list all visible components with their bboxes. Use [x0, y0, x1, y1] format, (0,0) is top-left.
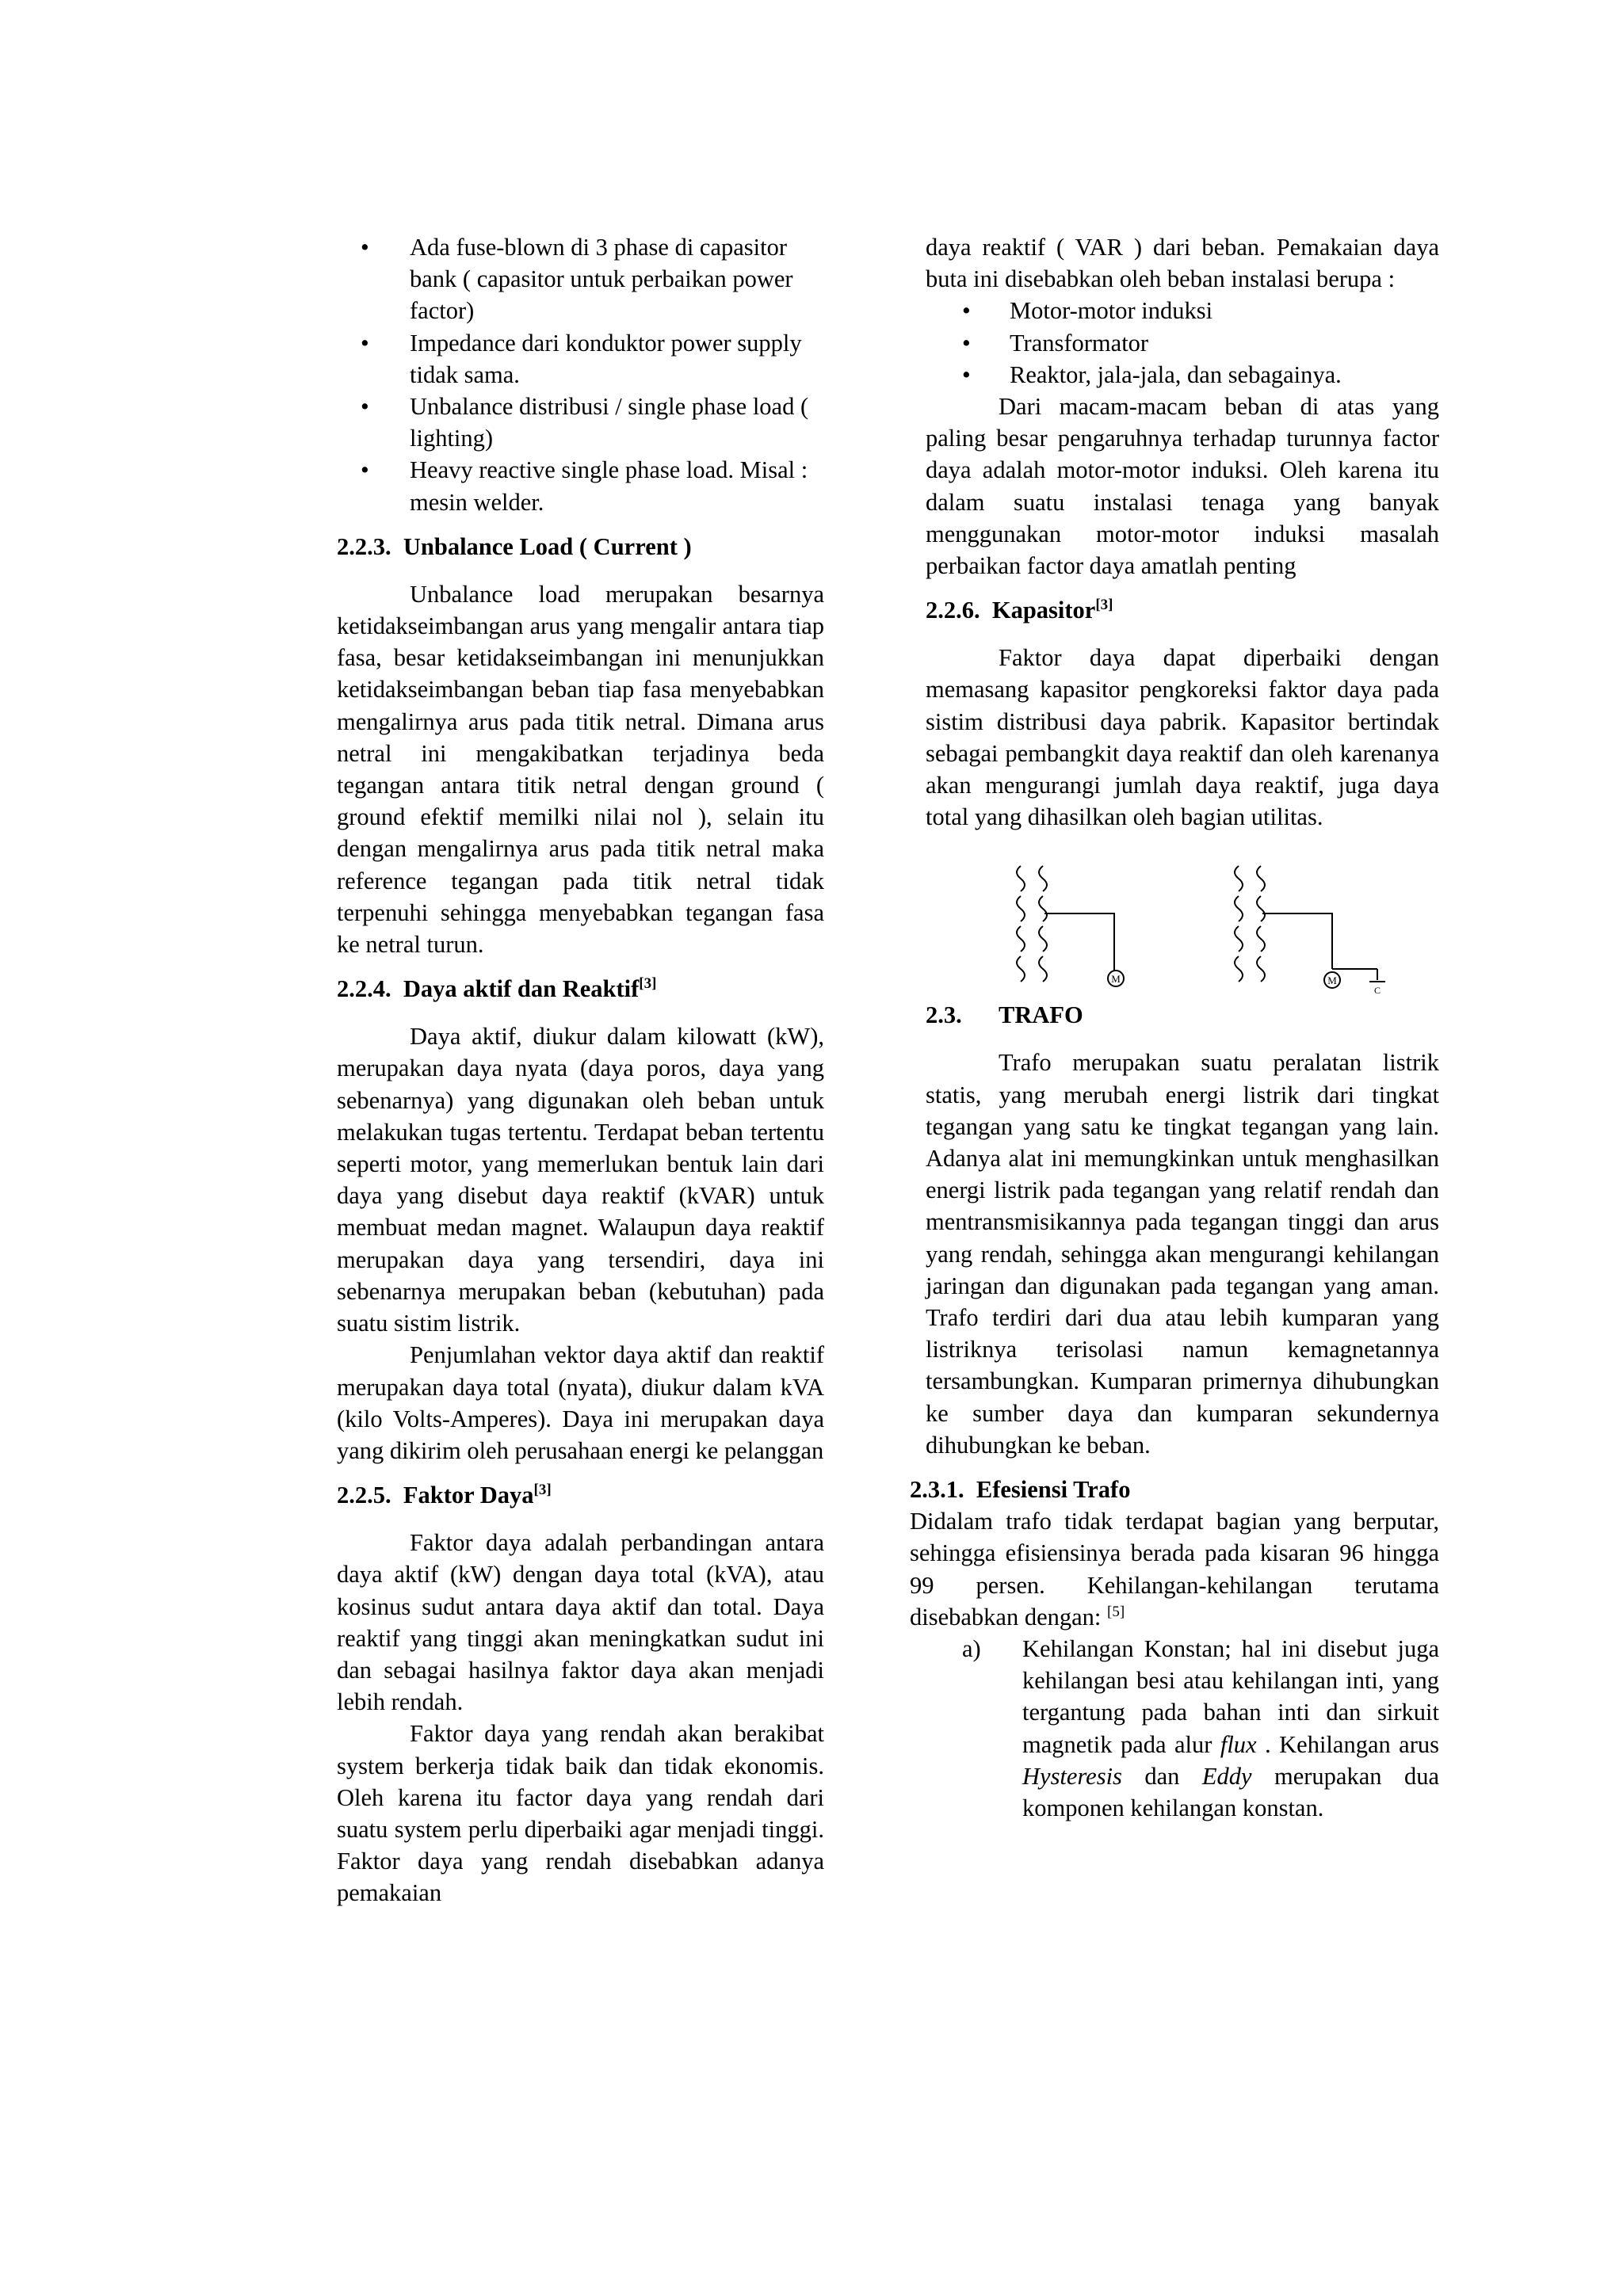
section-heading-2-2-5: 2.2.5. Faktor Daya[3]	[337, 1481, 552, 1509]
list-item: • Impedance dari konduktor power supply tidak sama.	[337, 327, 824, 391]
transformer-coil-icon	[1017, 866, 1047, 982]
section-heading-2-2-4: 2.2.4. Daya aktif dan Reaktif[3]	[337, 975, 657, 1003]
bullet-icon: •	[962, 329, 971, 357]
bullet-icon: •	[361, 329, 369, 357]
section-heading-2-2-6: 2.2.6. Kapasitor[3]	[926, 597, 1113, 624]
citation-ref: [3]	[1095, 597, 1113, 614]
paragraph: Faktor daya adalah perbandingan antara daya aktif (kW) dengan daya total (kVA), atau kosinus sudut antara daya aktif dan total. Daya reaktif yang tinggi akan meningkatkan sudut ini dan sebagai hasilnya faktor daya akan menjadi lebih rendah.	[337, 1529, 824, 1716]
capacitor-circuit-diagram	[926, 833, 1439, 999]
list-item: • Reaktor, jala-jala, dan sebagainya.	[926, 359, 1439, 391]
section-heading-2-2-3: 2.2.3. Unbalance Load ( Current )	[337, 532, 692, 560]
bullet-icon: •	[361, 234, 369, 261]
svg-text:M: M	[1327, 974, 1337, 987]
transformer-coil-icon	[1235, 866, 1265, 982]
paragraph: Faktor daya dapat diperbaiki dengan memasang kapasitor pengkoreksi faktor daya pada sistim distribusi daya pabrik. Kapasitor bertindak sebagai pembangkit daya reaktif dan oleh karenanya akan mengurangi jumlah daya reaktif, juga daya total yang dihasilkan oleh bagian utilitas.	[926, 644, 1439, 831]
citation-ref: [3]	[533, 1481, 552, 1498]
loss-list	[926, 1633, 1439, 1824]
paragraph: Faktor daya yang rendah akan berakibat system berkerja tidak baik dan tidak ekonomis. Oleh karena itu factor daya yang rendah dari suatu system perlu diperbaiki agar menjadi tinggi. Faktor daya yang rendah disebabkan adanya pemakaian	[337, 1720, 824, 1907]
right-column	[910, 231, 1439, 1824]
cause-bullet-list	[337, 231, 824, 518]
load-bullet-list	[926, 295, 1439, 391]
left-column	[337, 231, 824, 1909]
list-item: • Ada fuse-blown di 3 phase di capasitor bank ( capasitor untuk perbaikan power factor)	[337, 231, 824, 327]
list-item: • Heavy reactive single phase load. Misal : mesin welder.	[337, 454, 824, 517]
paragraph: Unbalance load merupakan besarnya ketidakseimbangan arus yang mengalir antara tiap fasa, besar ketidakseimbangan ini menunjukkan ketidakseimbangan beban tiap fasa menyebabkan mengalirnya arus pada titik netral. Dimana arus netral ini mengakibatkan terjadinya beda tegangan antara titik netral dengan ground ( ground efektif memilki nilai nol ), selain itu dengan mengalirnya arus pada titik netral maka reference tegangan pada titik netral tidak terpenuhi sehingga menyebabkan tegangan fasa ke netral turun.	[337, 580, 824, 959]
citation-ref: [5]	[1107, 1603, 1125, 1620]
list-item: a) Kehilangan Konstan; hal ini disebut juga kehilangan besi atau kehilangan inti, yang tergantung pada bahan inti dan sirkuit magnetik pada alur flux . Kehilangan arus Hysteresis dan Eddy merupakan dua komponen kehilangan konstan.	[962, 1634, 1439, 1821]
bullet-icon: •	[962, 360, 971, 388]
section-heading-2-3-1: 2.3.1. Efesiensi Trafo	[910, 1476, 1131, 1504]
paragraph: Penjumlahan vektor daya aktif dan reaktif merupakan daya total (nyata), diukur dalam kVA (kilo Volts-Amperes). Daya ini merupakan daya yang dikirim oleh perusahaan energi ke pelanggan	[337, 1341, 824, 1464]
bullet-icon: •	[361, 456, 369, 484]
svg-text:C: C	[1373, 985, 1381, 997]
svg-text:M: M	[1111, 973, 1121, 986]
list-item: • Motor-motor induksi	[926, 295, 1439, 326]
paragraph: Trafo merupakan suatu peralatan listrik statis, yang merubah energi listrik dari tingkat tegangan yang satu ke tingkat tegangan yang lain. Adanya alat ini memungkinkan untuk menghasilkan energi listrik pada tegangan yang relatif rendah dan mentransmisikannya pada tegangan tinggi dan arus yang rendah, sehingga akan mengurangi kehilangan jaringan dan digunakan pada tegangan yang aman. Trafo terdiri dari dua atau lebih kumparan yang listriknya terisolasi namun kemagnetannya tersambungkan. Kumparan primernya dihubungkan ke sumber daya dan kumparan sekundernya dihubungkan ke beban.	[926, 1049, 1439, 1459]
paragraph: Dari macam-macam beban di atas yang paling besar pengaruhnya terhadap turunnya factor daya adalah motor-motor induksi. Oleh karena itu dalam suatu instalasi tenaga yang banyak menggunakan motor-motor induksi masalah perbaikan factor daya amatlah penting	[926, 393, 1439, 580]
citation-ref: [3]	[639, 975, 657, 993]
paragraph: Didalam trafo tidak terdapat bagian yang berputar, sehingga efisiensinya berada pada kisaran 96 hingga 99 persen. Kehilangan-kehilangan terutama disebabkan dengan: [5]	[910, 1508, 1439, 1630]
list-item: • Transformator	[926, 327, 1439, 359]
list-item: • Unbalance distribusi / single phase load ( lighting)	[337, 391, 824, 454]
bullet-icon: •	[361, 393, 369, 421]
bullet-icon: •	[962, 297, 971, 325]
paragraph: daya reaktif ( VAR ) dari beban. Pemakaian daya buta ini disebabkan oleh beban instalasi berupa :	[926, 234, 1439, 293]
paragraph: Daya aktif, diukur dalam kilowatt (kW), merupakan daya nyata (daya poros, daya yang sebenarnya) yang digunakan oleh beban untuk melakukan tugas tertentu. Terdapat beban tertentu seperti motor, yang memerlukan bentuk lain dari daya yang disebut daya reaktif (kVAR) untuk membuat medan magnet. Walaupun daya reaktif merupakan daya yang tersendiri, daya ini sebenarnya merupakan beban (kebutuhan) pada suatu sistim listrik.	[337, 1023, 824, 1337]
section-heading-2-3: 2.3. TRAFO	[926, 1001, 1083, 1029]
